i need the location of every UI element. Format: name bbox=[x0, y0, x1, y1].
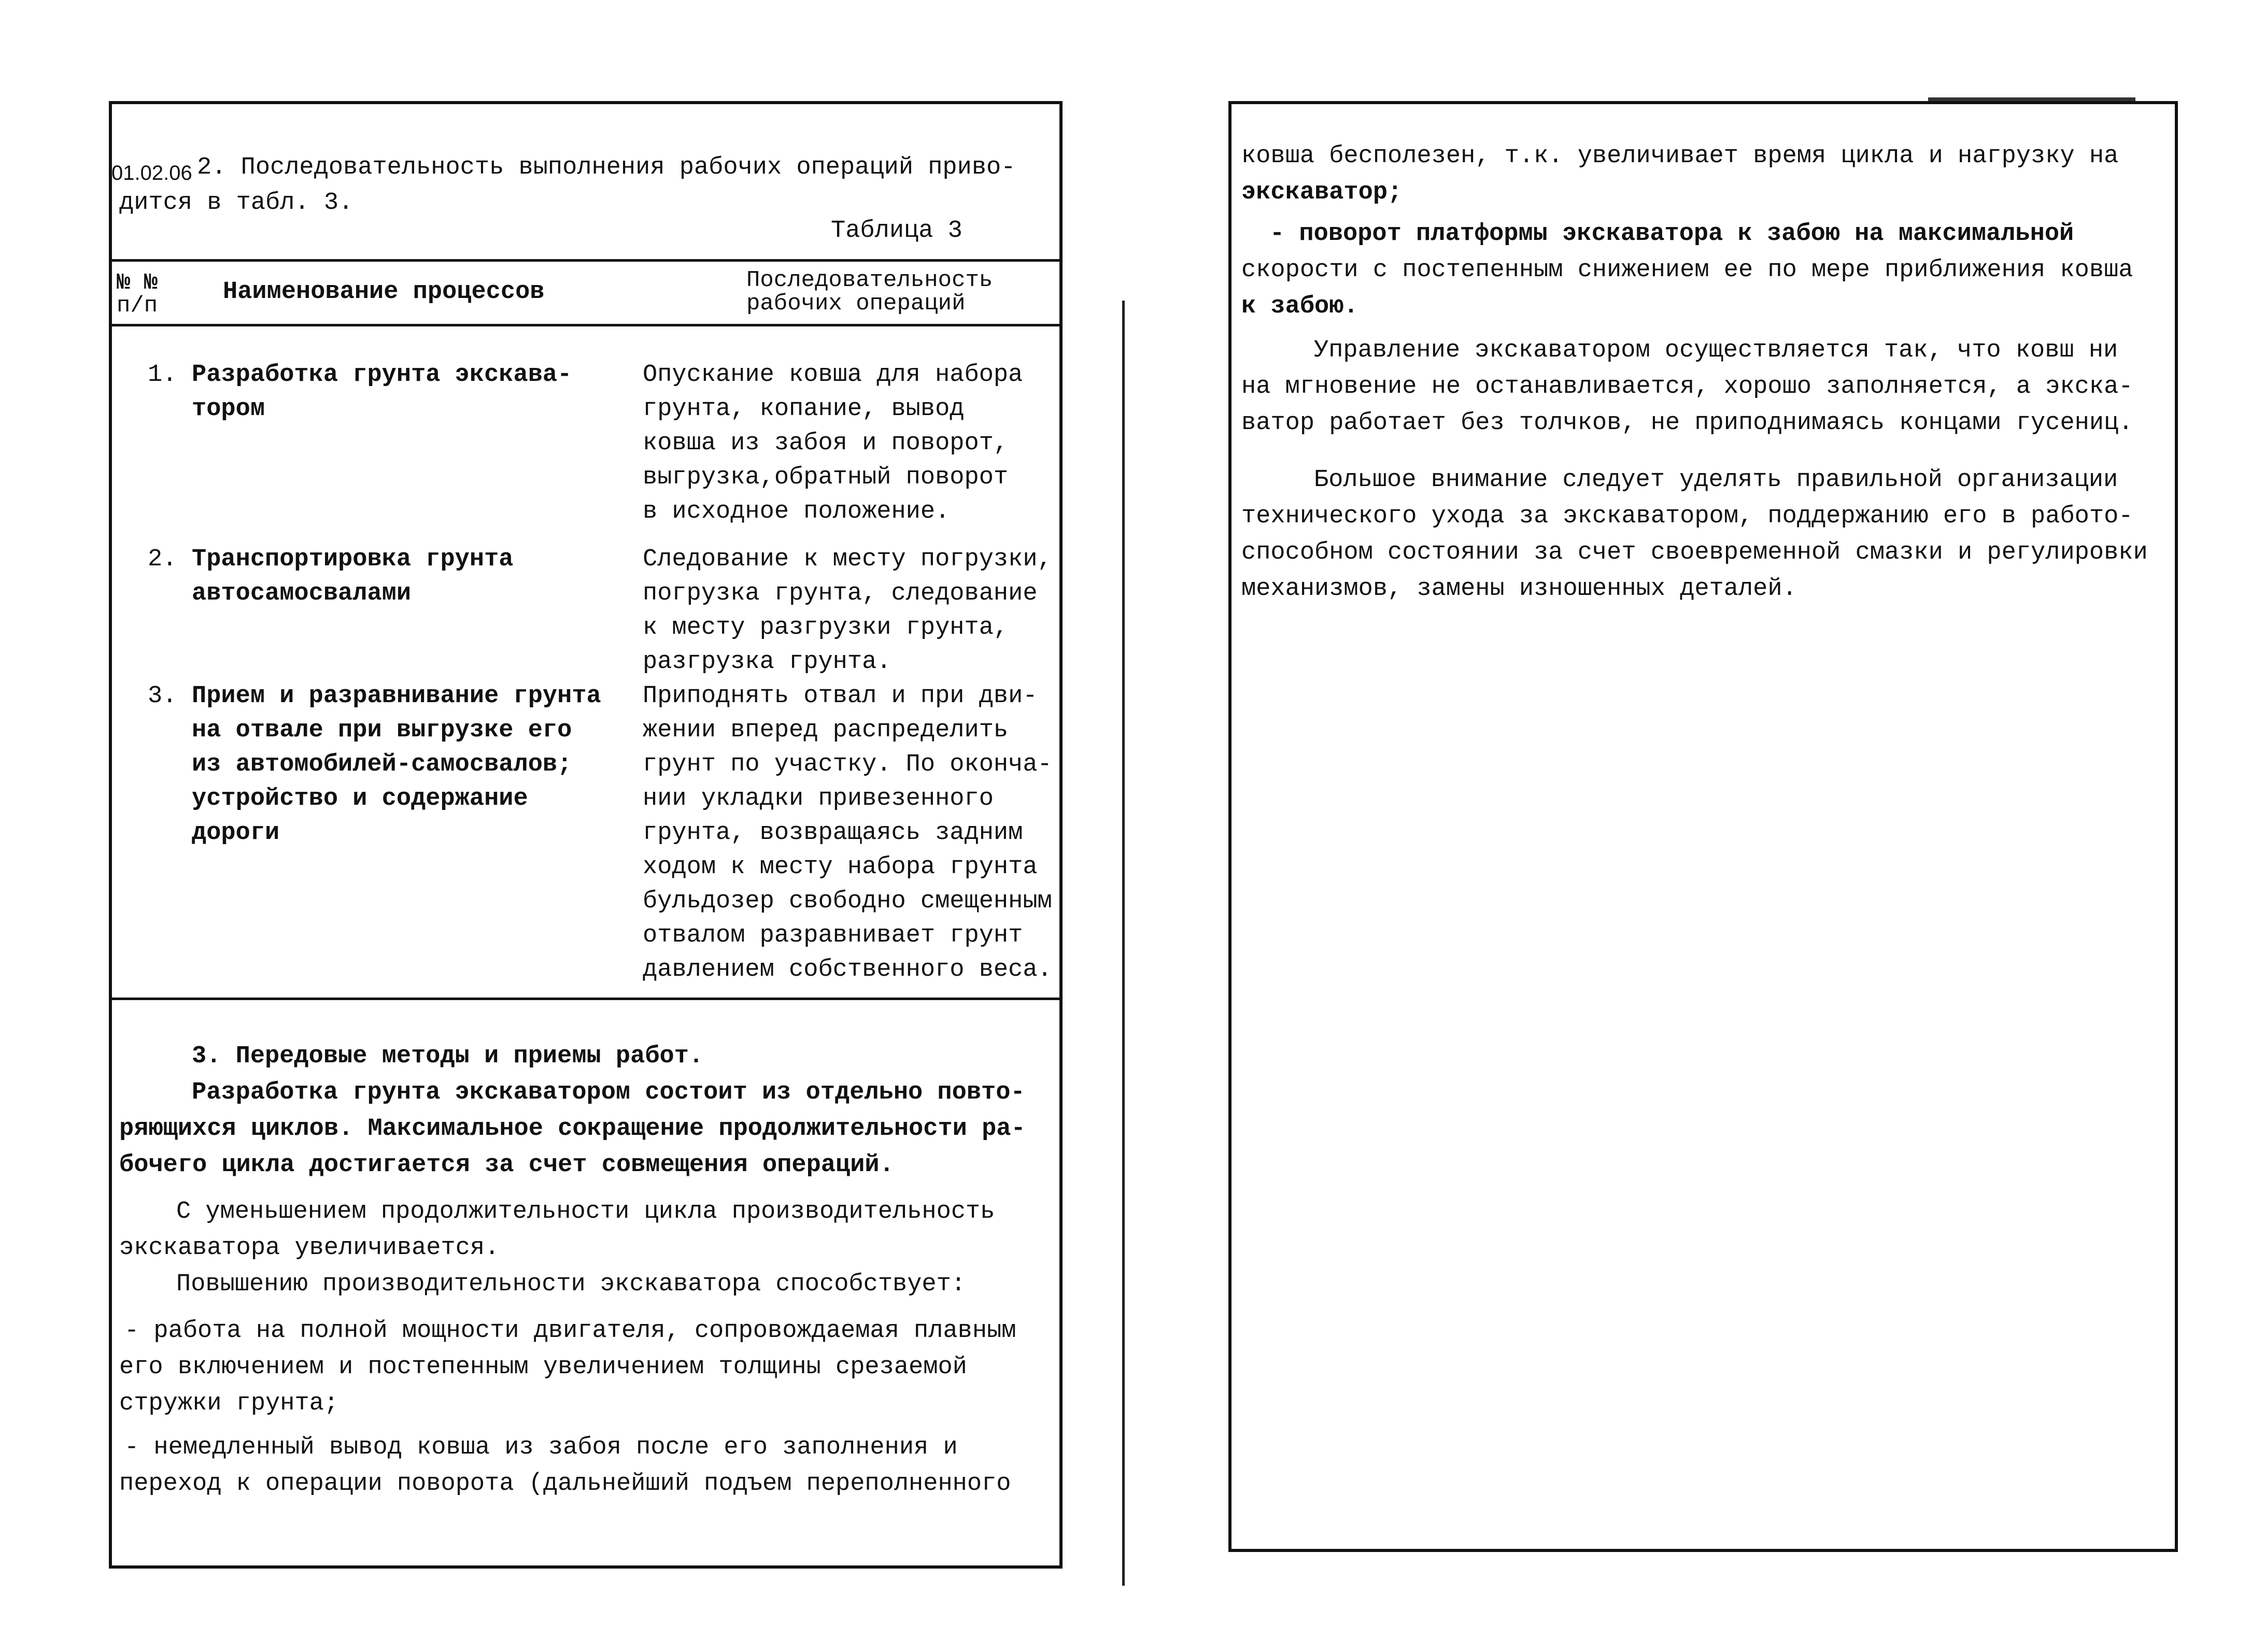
row-2-process-line-2: автосамосвалами bbox=[192, 580, 412, 607]
row-3-operations-line-1: Приподнять отвал и при дви- bbox=[643, 682, 1038, 710]
body-line-11: переход к операции поворота (дальнейший подъем переполненного bbox=[119, 1470, 1011, 1498]
header-seq-line-2: рабочих операций bbox=[746, 291, 966, 317]
header-seq-line-1: Последовательность bbox=[746, 267, 993, 293]
right-line-2: экскаватор; bbox=[1241, 179, 1403, 206]
body-line-2: ряющихся циклов. Максимальное сокращение продолжительности ра- bbox=[119, 1115, 1026, 1143]
header-process: Наименование процессов bbox=[223, 278, 545, 306]
page-fold-line bbox=[1122, 301, 1125, 1586]
row-1-operations-line-2: грунта, копание, вывод bbox=[643, 395, 965, 423]
row-3-operations-line-7: бульдозер свободно смещенным bbox=[643, 888, 1052, 915]
right-line-5: к забою. bbox=[1241, 293, 1358, 320]
row-3-process-line-3: из автомобилей-самосвалов; bbox=[192, 751, 572, 778]
row-3-operations-line-4: нии укладки привезенного bbox=[643, 785, 994, 813]
right-line-10: технического ухода за экскаватором, поддержанию его в работо- bbox=[1241, 503, 2133, 530]
row-3-operations-line-9: давлением собственного веса. bbox=[643, 956, 1052, 984]
row-2-operations-line-1: Следование к месту погрузки, bbox=[643, 546, 1052, 573]
row-3-process-line-4: устройство и содержание bbox=[192, 785, 528, 813]
row-1-number: 1. bbox=[148, 361, 177, 389]
row-2-operations-line-3: к месту разгрузки грунта, bbox=[643, 614, 1009, 642]
body-line-5: экскаватора увеличивается. bbox=[119, 1234, 500, 1262]
intro-line-2: дится в табл. 3. bbox=[119, 189, 353, 217]
right-page bbox=[1228, 101, 2178, 1552]
body-line-9: стружки грунта; bbox=[119, 1390, 339, 1417]
row-1-process-line-2: тором bbox=[192, 395, 265, 423]
table-header-rule bbox=[109, 324, 1063, 326]
row-3-operations-line-6: ходом к месту набора грунта bbox=[643, 853, 1038, 881]
row-3-operations-line-5: грунта, возвращаясь задним bbox=[643, 819, 1023, 847]
right-line-1: ковша бесполезен, т.к. увеличивает время цикла и нагрузку на bbox=[1241, 143, 2119, 170]
row-1-operations-line-3: ковша из забоя и поворот, bbox=[643, 430, 1009, 457]
row-2-process-line-1: Транспортировка грунта bbox=[192, 546, 514, 573]
margin-code: 01.02.06 bbox=[111, 162, 192, 184]
section-title: 3. Передовые методы и приемы работ. bbox=[192, 1043, 704, 1070]
body-line-10: - немедленный вывод ковша из забоя после его заполнения и bbox=[124, 1434, 958, 1461]
right-line-4: скорости с постепенным снижением ее по мере приближения ковша bbox=[1241, 257, 2133, 284]
row-2-operations-line-2: погрузка грунта, следование bbox=[643, 580, 1038, 607]
row-3-operations-line-8: отвалом разравнивает грунт bbox=[643, 922, 1023, 949]
row-3-process-line-1: Прием и разравнивание грунта bbox=[192, 682, 601, 710]
table-bottom-rule bbox=[109, 998, 1063, 1000]
row-3-number: 3. bbox=[148, 682, 177, 710]
row-1-process-line-1: Разработка грунта экскава- bbox=[192, 361, 572, 389]
body-line-1: Разработка грунта экскаватором состоит из отдельно повто- bbox=[192, 1079, 1025, 1106]
row-1-operations-line-5: в исходное положение. bbox=[643, 498, 950, 525]
right-line-8: ватор работает без толчков, не приподнимаясь концами гусениц. bbox=[1241, 409, 2133, 437]
right-line-9: Большое внимание следует уделять правильной организации bbox=[1314, 466, 2118, 494]
body-line-8: его включением и постепенным увеличением толщины срезаемой bbox=[119, 1354, 967, 1381]
right-line-7: на мгновение не останавливается, хорошо заполняется, а экска- bbox=[1241, 373, 2133, 401]
row-3-process-line-5: дороги bbox=[192, 819, 280, 847]
intro-line-1: 2. Последовательность выполнения рабочих операций приво- bbox=[197, 154, 1016, 181]
row-3-operations-line-2: жении вперед распределить bbox=[643, 717, 1009, 744]
body-line-7: - работа на полной мощности двигателя, сопровождаемая плавным bbox=[124, 1317, 1016, 1345]
row-1-operations-line-1: Опускание ковша для набора bbox=[643, 361, 1023, 389]
header-num-line-1: № № bbox=[117, 270, 158, 296]
right-line-11: способном состоянии за счет своевременной смазки и регулировки bbox=[1241, 539, 2148, 566]
body-line-3: бочего цикла достигается за счет совмещения операций. bbox=[119, 1151, 894, 1179]
row-1-operations-line-4: выгрузка,обратный поворот bbox=[643, 464, 1009, 491]
table-top-rule bbox=[109, 259, 1063, 262]
row-3-operations-line-3: грунт по участку. По оконча- bbox=[643, 751, 1052, 778]
right-line-3: - поворот платформы экскаватора к забою на максимальной bbox=[1270, 220, 2074, 248]
table-caption: Таблица 3 bbox=[831, 217, 962, 245]
row-3-process-line-2: на отвале при выгрузке его bbox=[192, 717, 572, 744]
header-num-line-2: п/п bbox=[117, 293, 158, 319]
row-2-number: 2. bbox=[148, 546, 177, 573]
row-2-operations-line-4: разгрузка грунта. bbox=[643, 648, 891, 676]
body-line-6: Повышению производительности экскаватора способствует: bbox=[176, 1271, 966, 1298]
right-line-6: Управление экскаватором осуществляется так, что ковш ни bbox=[1314, 337, 2118, 364]
right-line-12: механизмов, замены изношенных деталей. bbox=[1241, 575, 1797, 603]
body-line-4: С уменьшением продолжительности цикла производительность bbox=[176, 1198, 995, 1226]
